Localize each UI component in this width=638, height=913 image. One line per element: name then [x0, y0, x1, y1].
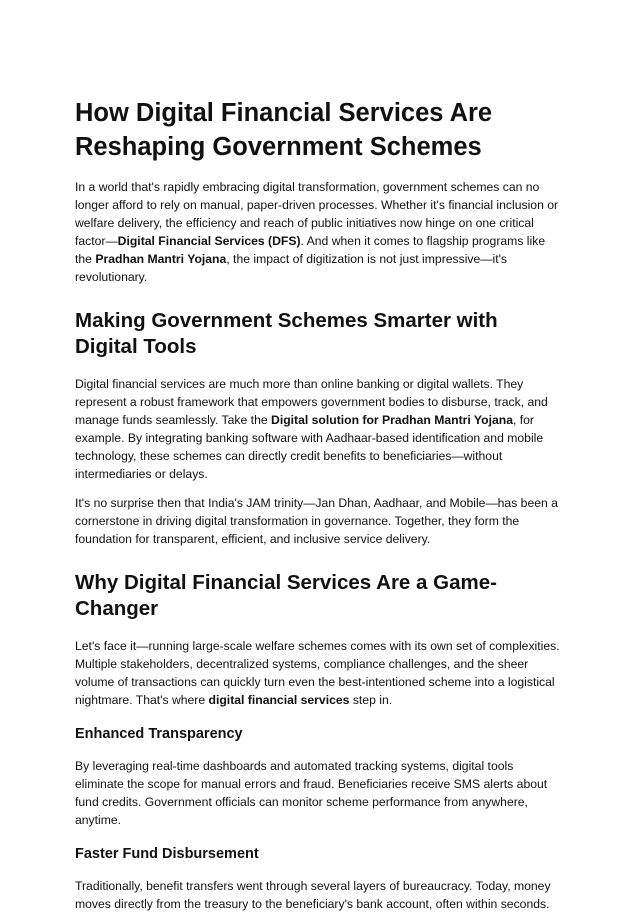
section1-paragraph-2: It's no surprise then that India's JAM trinity—Jan Dhan, Aadhaar, and Mobile—has been a cornerstone in driving digital transformation in governance. Together, they form the foundation for transparent, efficient, and inclusive service delivery. [75, 496, 558, 546]
subsection-transparency-heading: Enhanced Transparency [75, 726, 243, 742]
s1p1-text-1: Digital financial services are much more than online banking or digital wallets. They represent a robust framework that empowers government bodies to disburse, track, and manage funds seamlessly. Take the [75, 377, 548, 427]
intro-text-3: , the impact of digitization is not just impressive—it's revolutionary. [75, 252, 507, 284]
s1p1-bold: Digital solution for Pradhan Mantri Yojana [271, 413, 513, 427]
intro-text-1: In a world that's rapidly embracing digital transformation, government schemes can no longer afford to rely on manual, paper-driven processes. Whether it's financial inclusion or welfare delivery, the efficiency and reach of public initiatives now hinge on one critical factor— [75, 180, 559, 248]
section1-heading: Making Government Schemes Smarter with Digital Tools [75, 309, 498, 358]
subsection-disbursement-heading: Faster Fund Disbursement [75, 846, 259, 862]
intro-bold-pmy: Pradhan Mantri Yojana [95, 252, 227, 266]
subsection-disbursement-text: Traditionally, benefit transfers went through several layers of bureaucracy. Today, money moves directly from the treasury to the beneficiary's bank account, often within seconds. [75, 879, 551, 911]
document-page [75, 96, 565, 913]
section2-heading: Why Digital Financial Services Are a Game-Changer [75, 571, 497, 620]
section1-paragraph-1 [75, 375, 565, 483]
s2p1-text-2: step in. [349, 693, 393, 707]
intro-bold-dfs: Digital Financial Services (DFS) [117, 234, 301, 248]
section2-paragraph-1 [75, 637, 565, 709]
subsection-transparency-text: By leveraging real-time dashboards and automated tracking systems, digital tools eliminate the scope for manual errors and fraud. Beneficiaries receive SMS alerts about fund credits. Government officials can monitor scheme performance from anywhere, anytime. [75, 759, 548, 827]
s2p1-bold: digital financial services [208, 693, 350, 707]
s1p1-text-2: , for example. By integrating banking software with Aadhaar-based identification and mobile technology, these schemes can directly credit benefits to beneficiaries—without intermediaries or delays. [75, 413, 544, 481]
intro-paragraph [75, 178, 565, 286]
s2p1-text-1: Let's face it—running large-scale welfare schemes comes with its own set of complexities. Multiple stakeholders, decentralized systems, compliance challenges, and the sheer volume of transactions can quickly turn even the best-intentioned scheme into a logistical nightmare. That's where [75, 639, 560, 707]
intro-text-2: . And when it comes to flagship programs like the [75, 234, 546, 266]
article-title: How Digital Financial Services Are Reshaping Government Schemes [75, 99, 493, 161]
